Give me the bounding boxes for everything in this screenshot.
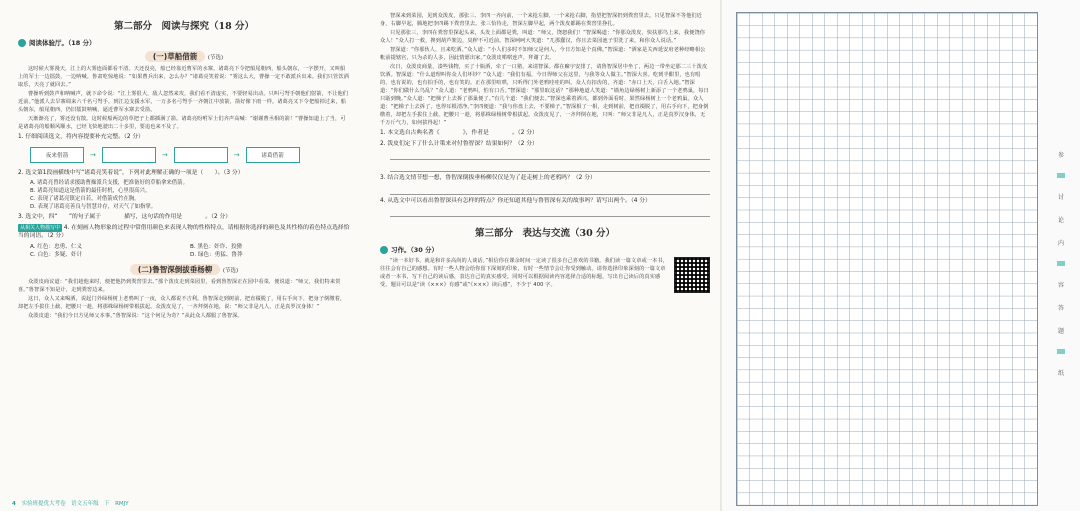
question-3: 3. 选文中，四“ ”的句子属于 描写，这句话的作用是 。（2 分）	[18, 214, 232, 220]
side-label: 题	[1057, 328, 1064, 335]
side-tick-icon	[1057, 173, 1065, 178]
story1-paragraph: 这时候大雾漫天，江上的大雾连面都看不清。天还没亮，船已经靠近曹军的水寨。诸葛亮下令把船尾朝西，船头朝东，一字摆开，又叫船上的军士一边擂鼓，一边呐喊。鲁肃吃惊地说：“如果曹兵出来，怎么办？”诸葛亮笑着说：“雾这么大，曹操一定不敢派兵出来。我们只管饮酒取乐，天亮了就回去。”	[18, 66, 349, 88]
question-4: 从相关人物描写中 4. 在刻画人物形象的过程中常借用颜色来表现人物的性格特点，请根据你选择的颜色及其性格的着色特点选择恰当的词语。（2 分）	[18, 224, 350, 239]
side-tick-icon	[1057, 349, 1065, 354]
side-label: 答	[1057, 305, 1064, 312]
story2-title: (二)鲁智深倒拔垂杨柳 (节选)	[18, 264, 350, 275]
arrow-right-icon: →	[161, 150, 168, 159]
left-page	[0, 0, 362, 511]
flow-box-blank[interactable]	[174, 147, 228, 163]
arrow-right-icon: →	[233, 150, 240, 159]
story2-paragraph: 这日，众人又来喝酒，说起门外绿杨树上老鸦叫了一夜，众人都说不吉利。鲁智深走到树前，把直裰脱了，用右手向下，把身子倒缴着，却把左手拔住上截，把腰只一趁，将那株绿杨树带根拔起。众泼皮见了，一齐拜倒在地，说：“师父非是凡人，正是真罗汉身体！”	[18, 295, 346, 310]
side-label: 内	[1057, 240, 1064, 247]
question-1: 1. 仔细阅读选文，将内容提要补充完整。（2 分）	[18, 134, 144, 140]
side-labels	[1048, 150, 1074, 377]
question-3: 3. 结合选文情节想一想，鲁智深倒拔垂杨柳仅仅是为了赶走树上的老鸦吗？（2 分）	[380, 175, 596, 181]
answer-line[interactable]	[390, 150, 710, 160]
answer-line[interactable]	[390, 207, 710, 217]
writing-section-label: 习作。（30 分）	[380, 245, 710, 254]
story2-paragraph: 众泼皮道：“我们今日方见师父本事。”鲁智深说：“这个何足为奇？”从此众人都服了鲁智深。	[28, 312, 243, 319]
arrow-right-icon: →	[90, 150, 96, 159]
flow-box-end: 诸葛借箭	[246, 147, 300, 163]
side-label: 纸	[1057, 370, 1064, 377]
story2-paragraph: 次日，众泼皮商量，凑些钱物，买了十瓶酒，牵了一口猪，来请智深。都在廨宇安排了，请鲁智深居中坐了，两边一带坐定那二三十泼皮饮酒。智深道：“什么道理叫你众人们坏钞？”众人道：“我们有福，今日得师父在这里，与我等众人做主。”智深大喜。吃到半酣里，也有唱的，也有说的，也有拍手的，也有笑的。正在那里喧哄，只听得门外老鸦哇哇的叫。众人有扣齿的，齐道：“赤口上天，白舌入地。”智深道：“你们做什么鸟乱？”众人道：“老鸦叫，怕有口舌。”智深道：“那里取这话？”那种地道人笑道：“墙角边绿杨树上新添了一个老鸦巢，每日只聒到晚。”众人道：“把梯子上去拆了那巢便了。”有几个道：“我们便去。”智深也乘着酒兴，都到外面看时，果然绿杨树上一个老鸦巢。众人道：“把梯子上去拆了，也得耳根清净。”李四便道：“我与你盘上去，不要梯子。”智深相了一相，走到树前，把直裰脱了，用右手向下，把身倒缴着，却把左手拔住上截，把腰只一趁，将那株绿杨树带根拔起。众泼皮见了，一齐拜倒在地，只叫：“师父非是凡人，正是真罗汉身体，无千万斤气力，如何拔得起！”	[380, 64, 709, 126]
story2-paragraph: 众泼皮商议道：“我们趁他来时，便把他扔到粪窖里去。”那个泼皮走到菜园里，看到鲁智深正在园中看菜，便说道：“师父，我们特来贺喜。”鲁智深不知是计，走到粪窖边来。	[18, 278, 341, 293]
question-2: 2. 选文第1段画横线中写“诸葛亮笑着说”，下列对此理解正确的一项是（ ）。（3 分）	[18, 169, 244, 176]
page-footer: 4 实验班提优大考卷 语文五年级 下 RMJY	[12, 501, 129, 507]
question-1: 1. 本文选自古典名著《 》，作者是 。（2 分）	[380, 130, 538, 136]
question-tag: 从相关人物描写中	[20, 224, 61, 231]
story2-paragraph: 智深来到菜园，见到众泼皮，那张三、李四一齐向前，一个来抢左脚，一个来抢右脚，指望把智深扔到粪窖里去。只见智深不等他们近身，右脚早起，腾地把李四踢下粪窖里去。张三恰待走，智深左脚早起，两个泼皮都踢在粪窖里挣扎。	[380, 13, 702, 27]
right-page	[722, 0, 1080, 511]
story2-paragraph: 智深道：“你那伙人，且来吃酒。”众人道：“小人们多时不知师父是何人，今日方知是个真佛。”智深道：“洒家是关西延安府老种经略相公帐前提辖官，只为杀的人多，因此情愿出家。”众泼皮喏喏连声，拜谢了去。	[380, 47, 706, 61]
side-tick-icon	[1057, 261, 1065, 266]
side-label: 容	[1057, 282, 1064, 289]
side-label: 讨	[1057, 194, 1064, 201]
flow-box-blank[interactable]	[102, 147, 156, 163]
middle-page	[362, 0, 722, 511]
side-label: 论	[1057, 217, 1064, 224]
side-label: 参	[1057, 152, 1064, 159]
flow-box-start: 夜来借箭	[30, 147, 84, 163]
reading-section-label: 阅读体验厅。（18 分）	[18, 38, 350, 47]
composition-grid[interactable]	[736, 12, 1038, 506]
story2-paragraph: 只见那张三、李四在粪窖里探起头来，头发上面都是粪，叫道：“师父，饶恕我们！”智深喝道：“你那众泼皮，快扶那鸟上来，我便饶你众人！”众人打一救，搀到葫芦架边，臭秽不可近前。智深呵呵大笑道：“兀那蠢汉，你且去菜园池子里洗了来，和你众人说话。”	[380, 30, 706, 44]
part-two-heading: 第二部分 阅读与探究（18 分）	[113, 21, 255, 32]
story1-paragraph: 天渐渐亮了，雾还没有散。这时候船两边的草把子上都插满了箭。诸葛亮吩咐军士们齐声高喊：“谢谢曹丞相的箭！”曹操知道上了当，可是诸葛亮的船顺风顺水，已经飞快地驶出二十多里，要追也来不及了。	[18, 116, 346, 130]
question-2: 2. 泼皮们定下了什么计策来对付鲁智深？结果如何？（2 分）	[380, 140, 538, 147]
writing-prompt	[380, 257, 710, 293]
question-4: 4. 从选文中可以看出鲁智深具有怎样的特点？你还知道其他与鲁智深有关的故事吗？请写出两个。（4 分）	[380, 197, 651, 204]
qr-code-icon[interactable]	[674, 257, 710, 293]
story1-paragraph: 曹操听到鼓声和呐喊声，就下命令说：“江上雾很大，敌人忽然来攻，我们看不清虚实，不要轻易出动。只叫弓弩手朝他们射箭，不让他们近前。”他派人去旱寨调来六千名弓弩手，到江边支援水军。一万多名弓弩手一齐朝江中放箭，箭好像下雨一样。诸葛亮又下令把船掉过来，船头朝东，船尾朝西，仍旧擂鼓呐喊，逼近曹军水寨去受箭。	[18, 91, 349, 113]
section-badge-icon	[18, 39, 26, 47]
answer-line[interactable]	[390, 185, 710, 195]
part-three-heading: 第三部分 表达与交流（30 分）	[474, 228, 616, 239]
writing-prompt-text: “读一本好书，就是和许多高尚的人谈话。”相信你在课余时间一定读了很多自己喜欢的书籍。我们读一篇文章或一本书，往往会有自己的感想。有时一些人物会给你留下深刻的印象，有时一些情节会让你受到触动。请你选择印象深刻的一篇文章或者一本书，写下自己的读后感，表达自己的真实感受。同时可以根据阅读内容选择合适的标题，写出自己读后的真实感受，题目可以是“读《×××》有感”或“《×××》读后感”，不少于 400 字。	[380, 258, 668, 288]
flow-diagram	[30, 147, 350, 163]
story1-title: (一)草船借箭 (节选)	[18, 51, 350, 62]
page-number: 4	[12, 501, 16, 507]
section-badge-icon	[380, 246, 388, 254]
question-2-options: A. 诸葛亮曾经请求援助曹操派兵支援，把准备好的草船拿来借箭。 B. 诸葛亮知道这是借箭的最佳时机，心里很高兴。 C. 表现了诸葛亮镇定自若，对借箭成竹在胸。 D. 表现了诸葛亮善良与智慧并存，对天气了如指掌。	[30, 180, 188, 210]
question-4-options: A. 红色：忠勇、仁义 B. 黑色：奸诈、狡猾 C. 白色：多疑、奸计 D. 绿色：勇猛、鲁莽	[30, 243, 243, 258]
answer-line[interactable]	[390, 162, 710, 172]
